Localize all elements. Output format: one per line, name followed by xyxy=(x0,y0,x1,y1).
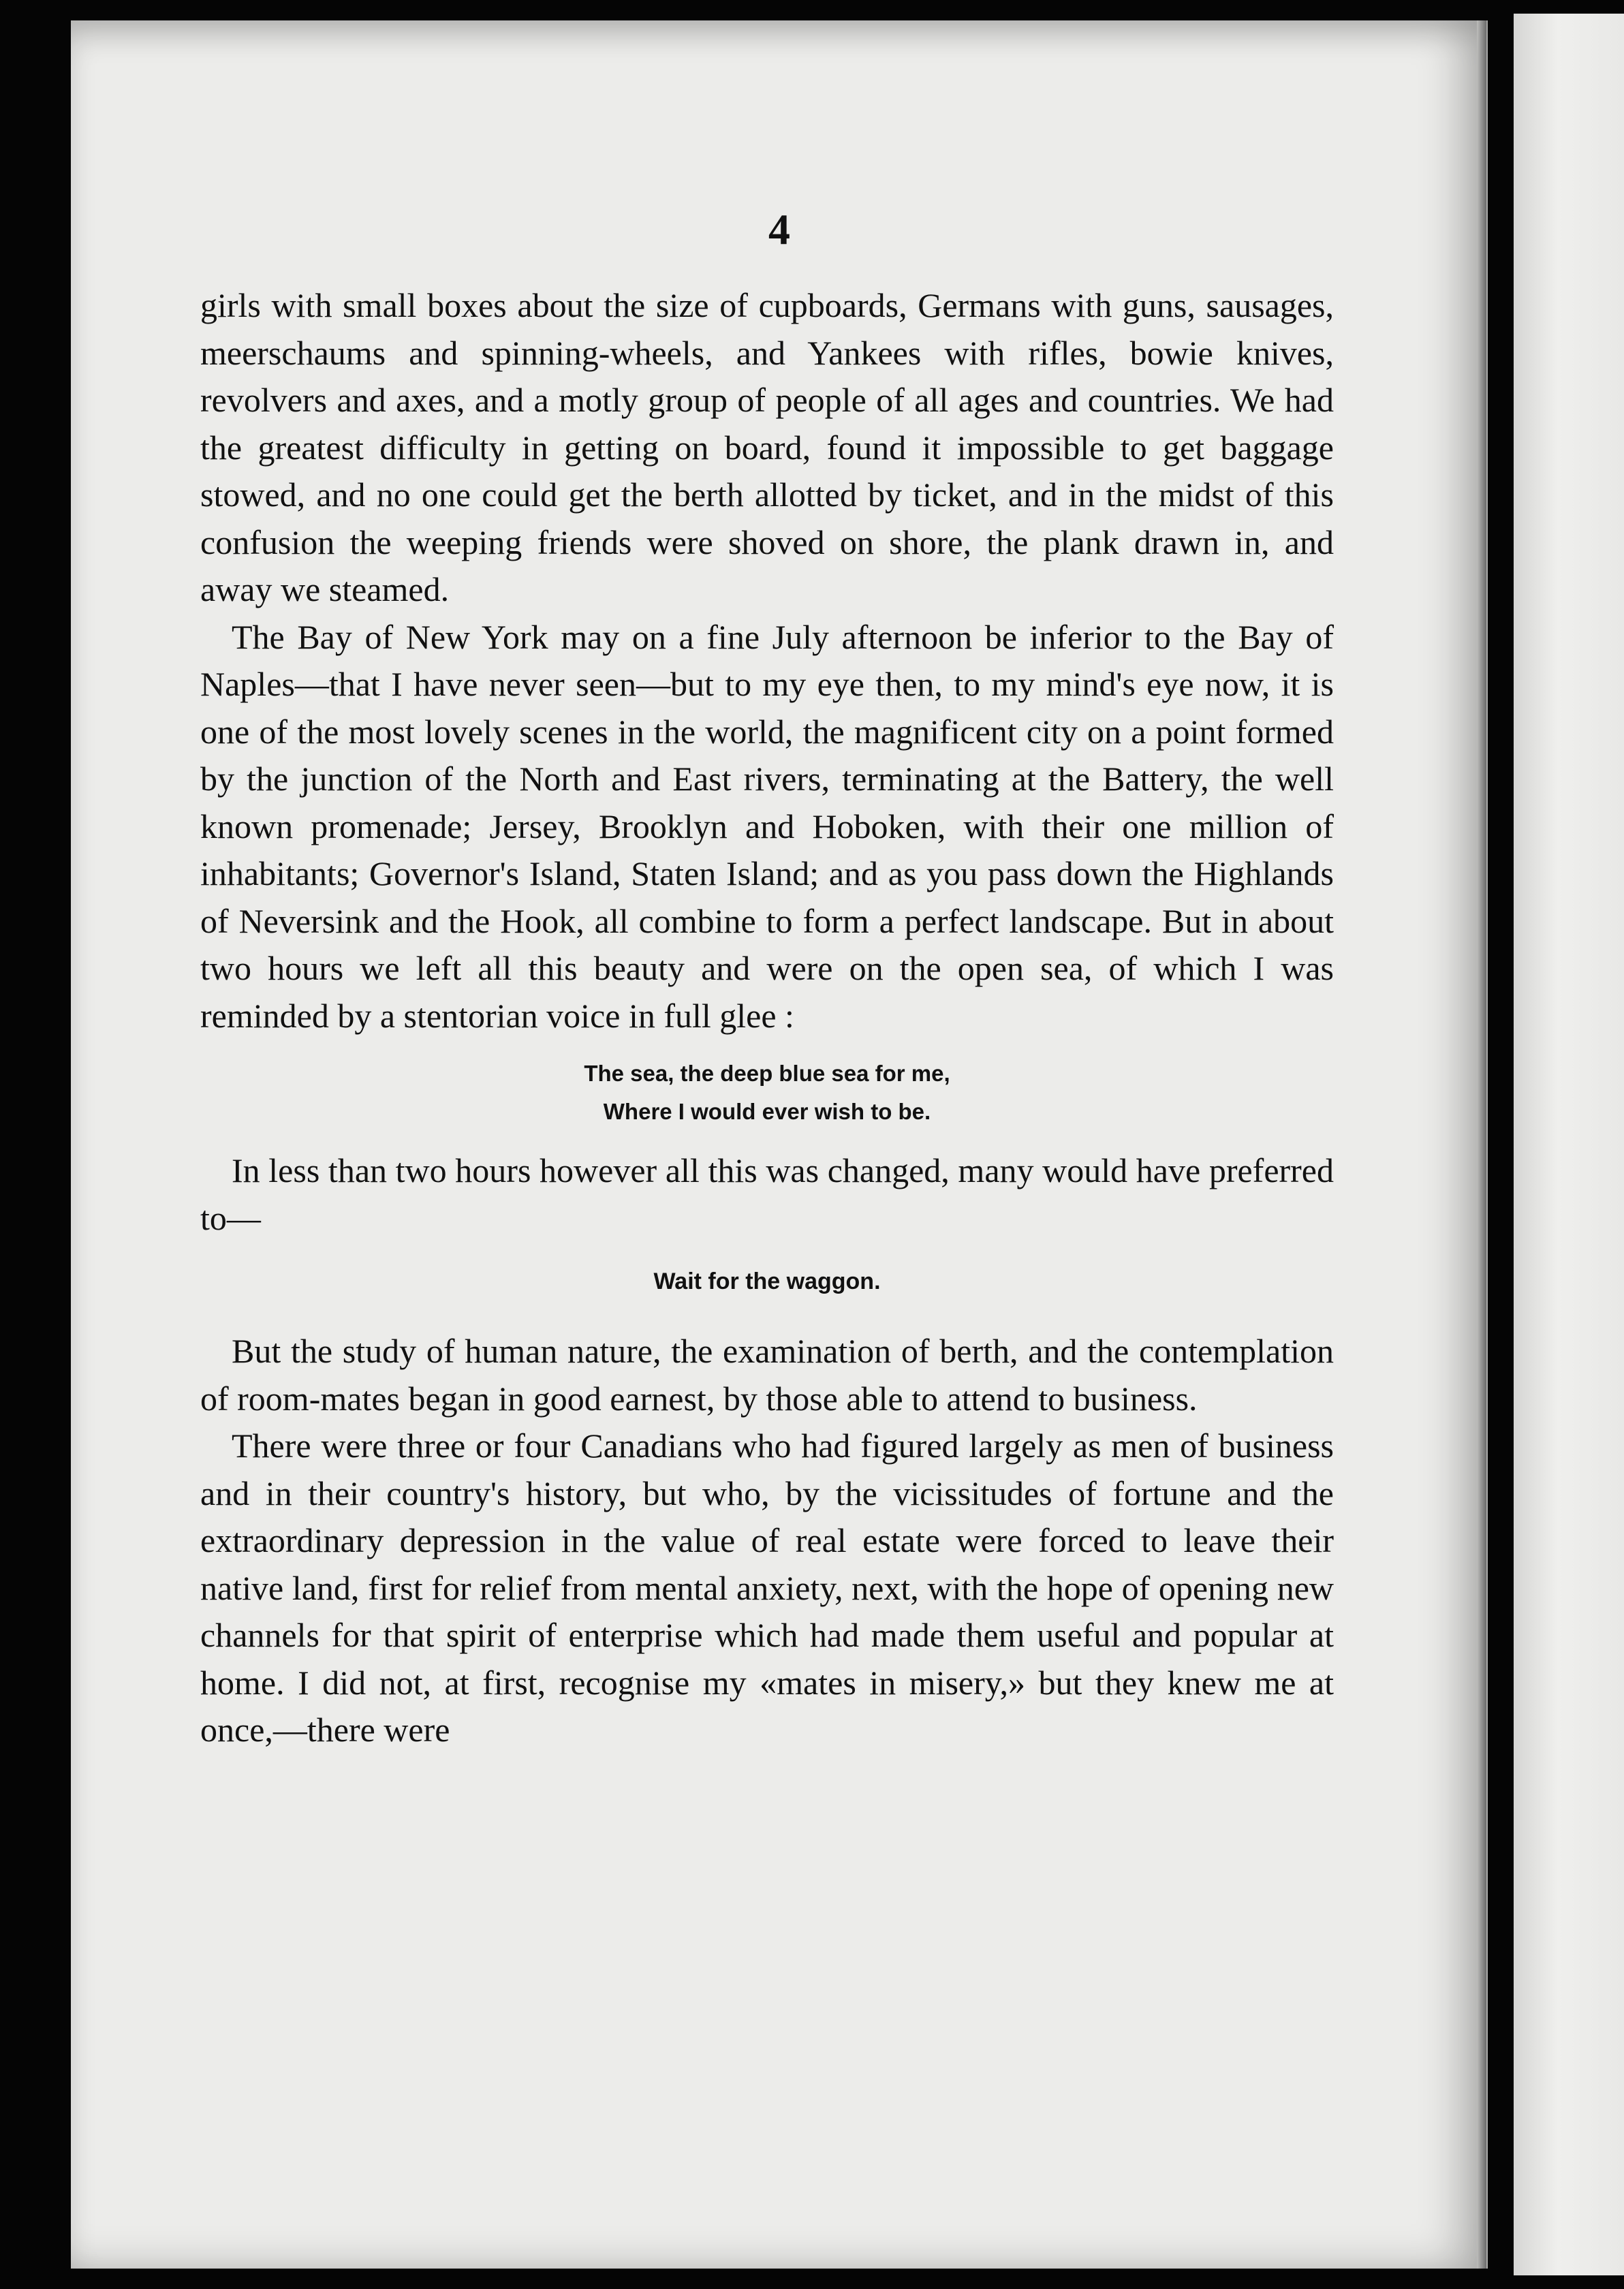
page-gutter-shadow xyxy=(1477,20,1486,2269)
paragraph-5: There were three or four Canadians who had figured largely as men of business and in their country's history, but who, by the vicissitudes of fortune and the extraordinary depression in the value of real estate were forced to leave their native land, first for relief from mental anxiety, next, with the hope of opening new channels for that spirit of enterprise which had made them useful and popular at home. I did not, at first, recognise my «mates in misery,» but they knew me at once,—there were xyxy=(200,1427,1334,1749)
adjacent-page-edge xyxy=(1514,14,1624,2275)
paragraph-2: The Bay of New York may on a fine July afternoon be inferior to the Bay of Naples—that I have never seen—but to my eye then, to my mind's eye now, it is one of the most lovely scenes in the world, the magnificent city on a point formed by the junction of the North and East rivers, terminating at the Battery, the well known promenade; Jersey, Brooklyn and Hoboken, with their one million of inhabitants; Governor's Island, Staten Island; and as you pass down the Highlands of Neversink and the Hook, all combine to form a perfect landscape. But in about two hours we left all this beauty and were on the open sea, of which I was reminded by a stentorian voice in full glee : xyxy=(200,617,1334,1035)
verse-quote xyxy=(200,1055,1334,1131)
song-title-quote: Wait for the waggon. xyxy=(653,1268,881,1294)
paragraph-4: But the study of human nature, the examination of berth, and the contemplation of room-mates began in good earnest, by those able to attend to business. xyxy=(200,1332,1334,1418)
paragraph-3: In less than two hours however all this was changed, many would have preferred to— xyxy=(200,1151,1334,1237)
page-number: 4 xyxy=(768,205,790,253)
body-text xyxy=(200,282,1334,1754)
verse-line-1: The sea, the deep blue sea for me, xyxy=(584,1061,950,1086)
paragraph-1: girls with small boxes about the size of cupboards, Germans with guns, sausages, meerschaums and spinning-wheels, and Yankees with rifles, bowie knives, revolvers and axes, and a motly group of people of all ages and countries. We had the greatest difficulty in getting on board, found it impossible to get baggage stowed, and no one could get the berth allotted by ticket, and in the midst of this confusion the weeping friends were shoved on shore, the plank drawn in, and away we steamed. xyxy=(200,286,1334,608)
verse-line-2: Where I would ever wish to be. xyxy=(603,1099,931,1124)
